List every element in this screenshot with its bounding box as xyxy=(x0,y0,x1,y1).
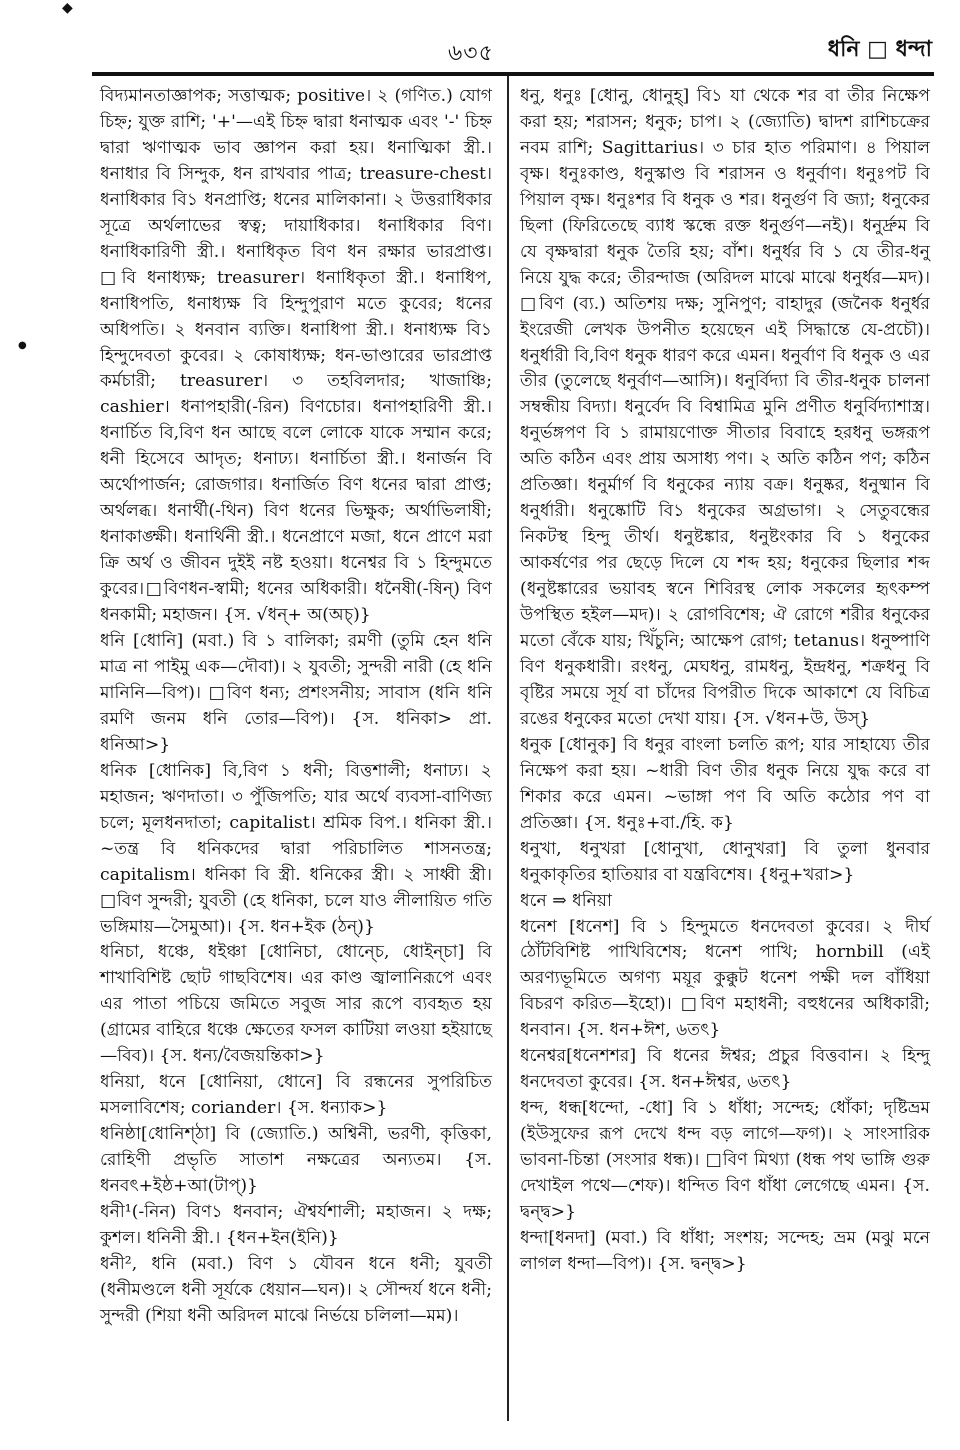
page-number: ৬৩৫ xyxy=(448,41,494,66)
entry-dhanik: ধনিক [ধোনিক] বি,বিণ ১ ধনী; বিত্তশালী; ধনাঢ্য। ২ মহাজন; ঋণদাতা। ৩ পুঁজিপতি; যার অর্থে ব্যবসা-বাণিজ্য চলে; মূলধনদাতা; capitalist। শ্রমিক বিপ.। ধনিকা স্ত্রী.। ~তন্ত্র বি ধনিকদের দ্বারা পরিচালিত শাসনতন্ত্র; capitalism। ধনিকা বি স্ত্রী. ধনিকের স্ত্রী। ২ সাধ্বী স্ত্রী।□বিণ সুন্দরী; যুবতী (হে ধনিকা, চলে যাও লীলায়িত গতি ভঙ্গিমায়—সৈমুআ)। {স. ধন+ইক (ঠন্)} xyxy=(100,760,492,937)
entry-dhanishtha: ধনিষ্ঠা[ধোনিশ্‌ঠা] বি (জ্যোতি.) অশ্বিনী, ভরণী, কৃত্তিকা, রোহিণী প্রভৃতি সাতাশ নক্ষত্রের অন্যতম। {স. ধনবৎ+ইষ্ঠ+আ(টাপ্)} xyxy=(100,1124,492,1197)
entry-dhanu: ধনু, ধনুঃ [ধোনু, ধোনুহ্] বি১ যা থেকে শর বা তীর নিক্ষেপ করা হয়; শরাসন; ধনুক; চাপ। ২ (জ্যোতি) দ্বাদশ রাশিচক্রের নবম রাশি; Sagittarius। ৩ চার হাত পরিমাণ। ৪ পিয়াল বৃক্ষ। ধনুঃকাণ্ড, ধনুস্কাণ্ড বি শরাসন ও ধনুর্বাণ। ধনুঃপট বি পিয়াল বৃক্ষ। ধনুঃশর বি ধনুক ও শর। ধনুর্গুণ বি জ্যা; ধনুকের ছিলা (ফিরিতেছে ব্যাধ স্কন্ধে রক্ত ধনুর্গুণ—নই)। ধনুর্দ্রুম বি যে বৃক্ষদ্বারা ধনুক তৈরি হয়; বাঁশ। ধনুর্ধর বি ১ যে তীর-ধনু নিয়ে যুদ্ধ করে; তীরন্দাজ (অরিদল মাঝে মাঝে ধনুর্ধর—মদ)। □বিণ (ব্য.) অতিশয় দক্ষ; সুনিপুণ; বাহাদুর (জনৈক ধনুর্ধর ইংরেজী লেখক উপনীত হয়েছেন এই সিদ্ধান্তে যে-প্রচৌ)। ধনুর্ধারী বি,বিণ ধনুক ধারণ করে এমন। ধনুর্বাণ বি ধনুক ও এর তীর (তুলেছে ধনুর্বাণ—আসি)। ধনুর্বিদ্যা বি তীর-ধনুক চালনা সম্বন্ধীয় বিদ্যা। ধনুর্বেদ বি বিশ্বামিত্র মুনি প্রণীত ধনুর্বিদ্যাশাস্ত্র। ধনুর্ভঙ্গপণ বি ১ রামায়ণোক্ত সীতার বিবাহে হরধনু ভঙ্গরূপ অতি কঠিন এবং প্রায় অসাধ্য পণ। ২ অতি কঠিন পণ; কঠিন প্রতিজ্ঞা। ধনুর্মার্গ বি ধনুকের ন্যায় বক্র। ধনুষ্কর, ধনুষ্মান বি ধনুর্ধারী। ধনুষ্কোটি বি১ ধনুকের অগ্রভাগ। ২ সেতুবন্ধের নিকটস্থ হিন্দু তীর্থ। ধনুষ্টঙ্কার, ধনুষ্টংকার বি ১ ধনুকের আকর্ষণের পর ছেড়ে দিলে যে শব্দ হয়; ধনুকের ছিলার শব্দ (ধনুষ্টঙ্কারের ভয়াবহ স্বনে শিবিরস্থ লোক সকলের হৃৎকম্প উপস্থিত হইল—মদ)। ২ রোগবিশেষ; ঐ রোগে শরীর ধনুকের মতো বেঁকে যায়; খিঁচুনি; আক্ষেপ রোগ; tetanus। ধনুষ্পাণি বিণ ধনুকধারী। রংধনু, মেঘধনু, রামধনু, ইন্দ্রধনু, শক্রধনু বি বৃষ্টির সময়ে সূর্য বা চাঁদের বিপরীত দিকে আকাশে যে বিচিত্র রঙের ধনুকের মতো দেখা যায়। {স. √ধন+উ, উস্} xyxy=(520,86,930,729)
guide-words: ধনি □ ধন্দা xyxy=(827,36,932,62)
page-header xyxy=(0,30,960,70)
entry-dhani: ধনি [ধোনি] (মবা.) বি ১ বালিকা; রমণী (তুমি হেন ধনি মাত্র না পাইমু এক—দৌবা)। ২ যুবতী; সুন্দরী নারী (হে ধনি মানিনি—বিপ)। □বিণ ধন্য; প্রশংসনীয়; সাবাস (ধনি ধনি রমণি জনম ধনি তোর—বিপ)। {স. ধনিকা> প্রা. ধনিআ>} xyxy=(100,631,492,755)
margin-mark: ◆ xyxy=(62,0,73,16)
entry-dhanuk: ধনুক [ধোনুক] বি ধনুর বাংলা চলতি রূপ; যার সাহায্যে তীর নিক্ষেপ করা হয়। ~ধারী বিণ তীর ধনুক নিয়ে যুদ্ধ করে বা শিকার করে এমন। ~ভাঙ্গা পণ বি অতি কঠোর পণ বা প্রতিজ্ঞা। {স. ধনুঃ+বা./হি. ক} xyxy=(520,734,930,833)
entry-dhanda-2: ধন্দা[ধনদা] (মবা.) বি ধাঁধা; সংশয়; সন্দেহ; ভ্রম (মঝু মনে লাগল ধন্দা—বিপ)। {স. দ্বন্দ্ব>} xyxy=(520,1227,930,1274)
entry-dhaneshwar: ধনেশ্বর[ধনেশশর] বি ধনের ঈশ্বর; প্রচুর বিত্তবান। ২ হিন্দু ধনদেবতা কুবের। {স. ধন+ঈশ্বর, ৬তৎ} xyxy=(520,1046,930,1093)
margin-dot: ● xyxy=(18,340,27,351)
entry-dhana-continuation: বিদ্যমানতাজ্ঞাপক; সত্তাত্মক; positive। ২ (গণিত.) যোগ চিহ্ন; যুক্ত রাশি; '+'—এই চিহ্ন দ্বারা ধনাত্মক এবং '-' চিহ্ন দ্বারা ঋণাত্মক ভাব জ্ঞাপন করা হয়। ধনাত্মিকা স্ত্রী.। ধনাধার বি সিন্দুক, ধন রাখবার পাত্র; treasure-chest। ধনাধিকার বি১ ধনপ্রাপ্তি; ধনের মালিকানা। ২ উত্তরাধিকার সূত্রে অর্থলাভের স্বত্ব; দায়াধিকার। ধনাধিকার বিণ। ধনাধিকারিণী স্ত্রী.। ধনাধিকৃত বিণ ধন রক্ষার ভারপ্রাপ্ত। □বি ধনাধ্যক্ষ; treasurer। ধনাধিকৃতা স্ত্রী.। ধনাধিপ, ধনাধিপতি, ধনাধ্যক্ষ বি হিন্দুপুরাণ মতে কুবের; ধনের অধিপতি। ২ ধনবান ব্যক্তি। ধনাধিপা স্ত্রী.। ধনাধ্যক্ষ বি১ হিন্দুদেবতা কুবের। ২ কোষাধ্যক্ষ; ধন-ভাণ্ডারের ভারপ্রাপ্ত কর্মচারী; treasurer। ৩ তহবিলদার; খাজাঞ্চি; cashier। ধনাপহারী(-রিন) বিণচোর। ধনাপহারিণী স্ত্রী.। ধনার্চিত বি,বিণ ধন আছে বলে লোকে যাকে সম্মান করে; ধনী হিসেবে আদৃত; ধনাঢ্য। ধনার্চিতা স্ত্রী.। ধনার্জন বি অর্থোপার্জন; রোজগার। ধনার্জিত বিণ ধনের দ্বারা প্রাপ্ত; অর্থলব্ধ। ধনার্থী(-থিন) বিণ ধনের ভিক্ষুক; অর্থাভিলাষী; ধনাকাঙ্ক্ষী। ধনার্থিনী স্ত্রী.। ধনেপ্রাণে মজা, ধনে প্রাণে মরা ক্রি অর্থ ও জীবন দুইই নষ্ট হওয়া। ধনেশ্বর বি ১ হিন্দুমতে কুবের।□বিণধন-স্বামী; ধনের অধিকারী। ধনৈষী(-ষিন্) বিণ ধনকামী; মহাজন। {স. √ধন্+ অ(অচ্)} xyxy=(100,86,492,626)
header-rule xyxy=(92,72,934,76)
right-column xyxy=(520,84,930,1278)
entry-dhanukha: ধনুখা, ধনুখরা [ধোনুখা, ধোনুখরা] বি তুলা ধুনবার ধনুকাকৃতির হাতিয়ার বা যন্ত্রবিশেষ। {ধনু+খরা>} xyxy=(520,838,930,885)
left-column xyxy=(100,84,492,1330)
entry-dhaniya: ধনিয়া, ধনে [ধোনিয়া, ধোনে] বি রন্ধনের সুপরিচিত মসলাবিশেষ; coriander। {স. ধন্যাক>} xyxy=(100,1072,492,1119)
entry-dhanicha: ধনিচা, ধঞ্চে, ধইঞ্চা [ধোনিচা, ধোন্চে, ধোইন্চা] বি শাখাবিশিষ্ট ছোট গাছবিশেষ। এর কাণ্ড জ্বালানিরূপে এবং এর পাতা পচিয়ে জমিতে সবুজ সার রূপে ব্যবহৃত হয় (গ্রামের বাহিরে ধঞ্চে ক্ষেতের ফসল কাটিয়া লওয়া হইয়াছে—বিব)। {স. ধন্য/বৈজয়ন্তিকা>} xyxy=(100,942,492,1067)
entry-dhani-1: ধনী¹(-নিন) বিণ১ ধনবান; ঐশ্বর্যশালী; মহাজন। ২ দক্ষ; কুশল। ধনিনী স্ত্রী.। {ধন+ইন(ইনি)} xyxy=(100,1201,492,1248)
entry-dhanesh: ধনেশ [ধনেশ] বি ১ হিন্দুমতে ধনদেবতা কুবের। ২ দীর্ঘ ঠোঁটবিশিষ্ট পাখিবিশেষ; ধনেশ পাখি; hornbill (এই অরণ্যভূমিতে অগণ্য ময়ূর কুক্কুট ধনেশ পক্ষী দল বাঁধিয়া বিচরণ করিত—ইহো)। □বিণ মহাধনী; বহুধনের অধিকারী; ধনবান। {স. ধন+ঈশ, ৬তৎ} xyxy=(520,916,930,1041)
entry-dhani-2: ধনী², ধনি (মবা.) বিণ ১ যৌবন ধনে ধনী; যুবতী (ধনীমণ্ডলে ধনী সূর্যকে ধেয়ান—ঘন)। ২ সৌন্দর্য ধনে ধনী; সুন্দরী (শিয়া ধনী অরিদল মাঝে নির্ভয়ে চলিলা—মম)। xyxy=(100,1253,492,1326)
entry-dhanda: ধন্দ, ধন্ধ[ধন্দো, -ধো] বি ১ ধাঁধা; সন্দেহ; ধোঁকা; দৃষ্টিভ্রম (ইউসুফের রূপ দেখে ধন্দ বড় লাগে—ফগ)। ২ সাংসারিক ভাবনা-চিন্তা (সংসার ধন্ধ)। □বিণ মিথ্যা (ধন্ধ পথ ভাঙ্গি গুরু দেখাইল পথে—শেফ)। ধন্দিত বিণ ধাঁধা লেগেছে এমন। {স. দ্বন্দ্ব>} xyxy=(520,1098,930,1222)
entry-dhane: ধনে ⇒ ধনিয়া xyxy=(520,890,613,911)
column-divider xyxy=(507,76,509,1421)
